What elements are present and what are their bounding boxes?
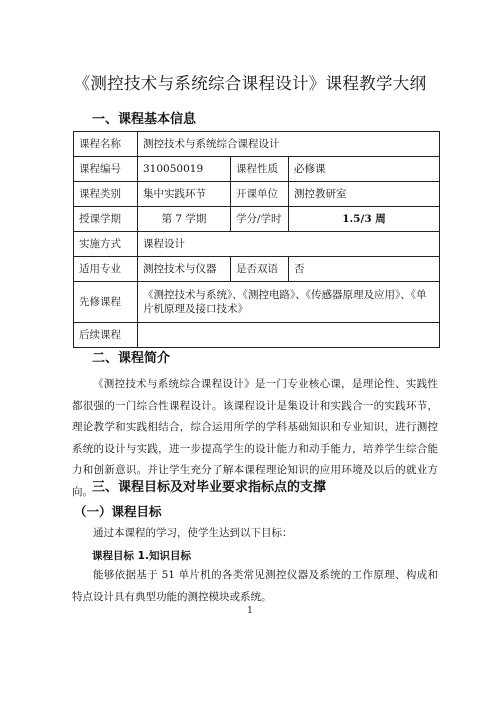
method-label: 实施方式 [74,232,138,257]
goal1-text: 能够依据基于 51 单片机的各类常见测控仪器及系统的工作原理、构成和特点设计具有典型功能的测控模块或系统。 [72,569,438,603]
section-heading-goals: 三、课程目标及对毕业要求指标点的支撑 [92,480,327,495]
table-row [74,257,440,282]
course-type-value: 集中实践环节 [138,182,231,207]
goals-intro-text: 通过本课程的学习，使学生达到以下目标： [93,527,293,539]
sub-heading-course-goals: （一）课程目标 [74,504,162,519]
table-row [74,207,440,232]
table-row [74,282,440,323]
bilingual-value: 否 [289,257,440,282]
course-nature-label: 课程性质 [231,157,289,182]
bilingual-label: 是否双语 [231,257,289,282]
page-number: 1 [247,606,253,616]
term-value: 第 7 学期 [138,207,231,232]
term-label: 授课学期 [74,207,138,232]
dept-value: 测控教研室 [289,182,440,207]
credit-label: 学分/学时 [231,207,289,232]
goal1-label: 课程目标 1.知识目标 [92,550,191,562]
course-name-label: 课程名称 [74,132,138,157]
prereq-label: 先修课程 [74,282,138,323]
course-code-value: 310050019 [138,157,231,182]
table-row [74,182,440,207]
table-row [74,157,440,182]
document-title: 《测控技术与系统综合课程设计》课程教学大纲 [73,74,427,93]
course-nature-value: 必修课 [289,157,440,182]
credit-value: 1.5/3 周 [289,207,440,232]
major-label: 适用专业 [74,257,138,282]
course-info-table [73,131,440,348]
section-heading-intro: 二、课程简介 [92,351,171,366]
dept-label: 开课单位 [231,182,289,207]
table-row [74,132,440,157]
method-value: 课程设计 [138,232,440,257]
course-type-label: 课程类别 [74,182,138,207]
course-intro-paragraph: 《测控技术与系统综合课程设计》是一门专业核心课，是理论性、实践性都很强的一门综合性课程设计。该课程设计是集设计和实践合一的实践环节，理论教学和实践相结合，综合运用所学的学科基础知识和专业知识，进行测控系统的设计与实践，进一步提高学生的设计能力和动手能力，培养学生综合能力和创新意识。并让学生充分了解本课程理论知识的应用环境及以后的就业方向。 [72,378,438,498]
followup-value [138,323,440,348]
course-code-label: 课程编号 [74,157,138,182]
course-name-value: 测控技术与系统综合课程设计 [138,132,440,157]
major-value: 测控技术与仪器 [138,257,231,282]
prereq-value: 《测控技术与系统》、《测控电路》、《传感器原理及应用》、《单片机原理及接口技术》 [138,282,440,323]
section-heading-basic-info: 一、课程基本信息 [92,112,197,127]
table-row [74,232,440,257]
table-row [74,323,440,348]
followup-label: 后续课程 [74,323,138,348]
